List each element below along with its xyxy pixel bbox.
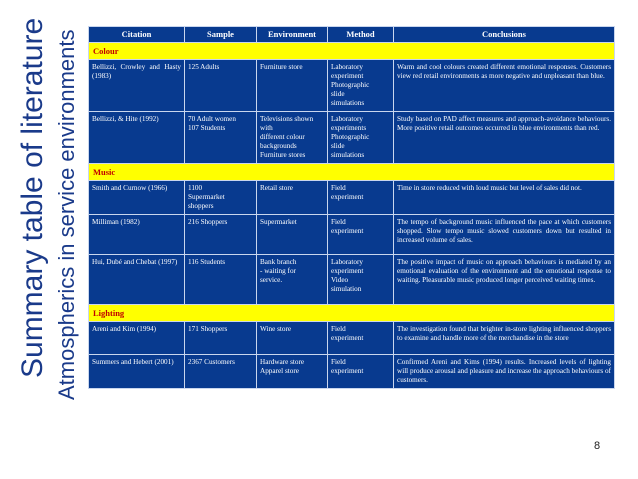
method-cell-line: Field	[331, 358, 346, 366]
header-environment: Environment	[257, 27, 328, 43]
header-conclusions: Conclusions	[394, 27, 615, 43]
method-cell-line: Field	[331, 184, 346, 192]
sample-cell	[185, 181, 257, 215]
table-row	[89, 215, 615, 255]
environment-cell-line: Wine store	[260, 325, 292, 333]
header-sample: Sample	[185, 27, 257, 43]
table-row	[89, 181, 615, 215]
method-cell-line: Laboratory	[331, 115, 363, 123]
environment-cell-line: Furniture stores	[260, 151, 306, 159]
citation-cell: Summers and Hebert (2001)	[89, 355, 185, 389]
table-header-row	[89, 27, 615, 43]
method-cell-line: slide	[331, 142, 345, 150]
environment-cell	[257, 215, 328, 255]
section-row	[89, 43, 615, 60]
page-number: 8	[594, 440, 601, 452]
conclusions-cell: Confirmed Areni and Kims (1994) results. Increased levels of lighting will produce arousal and pleasure and increase the approach behaviours of customers.	[394, 355, 615, 389]
environment-cell	[257, 322, 328, 355]
environment-cell	[257, 355, 328, 389]
section-row	[89, 164, 615, 181]
method-cell-line: experiment	[331, 227, 364, 235]
method-cell	[328, 215, 394, 255]
method-cell-line: simulations	[331, 99, 365, 107]
table-row	[89, 255, 615, 305]
environment-cell	[257, 181, 328, 215]
sample-cell-line: 1100	[188, 184, 203, 192]
method-cell-line: Video	[331, 276, 349, 284]
method-cell	[328, 355, 394, 389]
environment-cell-line: Apparel store	[260, 367, 299, 375]
environment-cell-line: Bank branch	[260, 258, 297, 266]
header-method: Method	[328, 27, 394, 43]
environment-cell	[257, 60, 328, 112]
method-cell-line: experiment	[331, 267, 364, 275]
method-cell-line: Photographic	[331, 133, 370, 141]
method-cell-line: experiment	[331, 72, 364, 80]
citation-cell: Smith and Curnow (1966)	[89, 181, 185, 215]
table-row	[89, 322, 615, 355]
conclusions-cell: The tempo of background music influenced the pace at which customers shopped. Slow tempo music slowed customers down but resulted in increased volume of sales.	[394, 215, 615, 255]
method-cell-line: simulation	[331, 285, 362, 293]
sample-cell-line: 2367 Customers	[188, 358, 235, 366]
section-row	[89, 305, 615, 322]
method-cell-line: Laboratory	[331, 63, 363, 71]
conclusions-cell: The investigation found that brighter in-store lighting influenced shoppers to examine and handle more of the merchandise in the store	[394, 322, 615, 355]
environment-cell-line: different colour	[260, 133, 305, 141]
sample-cell-line: 171 Shoppers	[188, 325, 228, 333]
environment-cell-line: Hardware store	[260, 358, 305, 366]
sample-cell-line: shoppers	[188, 202, 214, 210]
method-cell-line: Laboratory	[331, 258, 363, 266]
citation-cell: Milliman (1982)	[89, 215, 185, 255]
environment-cell-line: Televisions shown with	[260, 115, 314, 132]
method-cell-line: slide	[331, 90, 345, 98]
method-cell	[328, 60, 394, 112]
method-cell	[328, 322, 394, 355]
environment-cell-line: Retail store	[260, 184, 293, 192]
environment-cell-line: Furniture store	[260, 63, 303, 71]
sample-cell	[185, 355, 257, 389]
header-citation: Citation	[89, 27, 185, 43]
section-label: Music	[89, 164, 615, 181]
sample-cell	[185, 112, 257, 164]
section-label: Lighting	[89, 305, 615, 322]
method-cell-line: experiment	[331, 193, 364, 201]
slide-subtitle: Atmospherics in service environments	[54, 29, 79, 400]
method-cell	[328, 112, 394, 164]
table-row	[89, 60, 615, 112]
sample-cell-line: Supermarket	[188, 193, 225, 201]
method-cell	[328, 255, 394, 305]
method-cell-line: experiments	[331, 124, 367, 132]
environment-cell	[257, 255, 328, 305]
method-cell-line: Field	[331, 218, 346, 226]
citation-cell: Hui, Dubé and Chebat (1997)	[89, 255, 185, 305]
table-row	[89, 112, 615, 164]
slide-title: Summary table of literature	[16, 17, 49, 378]
method-cell-line: Field	[331, 325, 346, 333]
conclusions-cell: Warm and cool colours created different emotional responses. Customers view red retail environments as more negative and unpleasant than blue.	[394, 60, 615, 112]
sample-cell	[185, 215, 257, 255]
sample-cell-line: 70 Adult women	[188, 115, 236, 123]
citation-cell: Bellizzi, & Hite (1992)	[89, 112, 185, 164]
sample-cell-line: 125 Adults	[188, 63, 220, 71]
environment-cell-line: backgrounds	[260, 142, 297, 150]
table-row	[89, 355, 615, 389]
citation-cell: Areni and Kim (1994)	[89, 322, 185, 355]
sample-cell	[185, 322, 257, 355]
environment-cell	[257, 112, 328, 164]
sample-cell	[185, 60, 257, 112]
sample-cell-line: 116 Students	[188, 258, 226, 266]
method-cell-line: Photographic	[331, 81, 370, 89]
environment-cell-line: Supermarket	[260, 218, 297, 226]
method-cell	[328, 181, 394, 215]
sample-cell	[185, 255, 257, 305]
conclusions-cell: Study based on PAD affect measures and approach-avoidance behaviours. More positive retail outcomes occurred in blue environments than red.	[394, 112, 615, 164]
method-cell-line: experiment	[331, 334, 364, 342]
environment-cell-line: - waiting for	[260, 267, 296, 275]
sample-cell-line: 107 Students	[188, 124, 226, 132]
table-body	[89, 43, 615, 389]
slide-title-block	[0, 0, 92, 479]
method-cell-line: experiment	[331, 367, 364, 375]
citation-cell: Bellizzi, Crowley and Hasty (1983)	[89, 60, 185, 112]
section-label: Colour	[89, 43, 615, 60]
sample-cell-line: 216 Shoppers	[188, 218, 228, 226]
environment-cell-line: service.	[260, 276, 283, 284]
conclusions-cell: Time in store reduced with loud music but level of sales did not.	[394, 181, 615, 215]
conclusions-cell: The positive impact of music on approach behaviours is mediated by an emotional evaluation of the environment and the emotional response to waiting. Pleasurable music produced longer perceived waiting times.	[394, 255, 615, 305]
literature-table	[88, 26, 615, 389]
method-cell-line: simulations	[331, 151, 365, 159]
